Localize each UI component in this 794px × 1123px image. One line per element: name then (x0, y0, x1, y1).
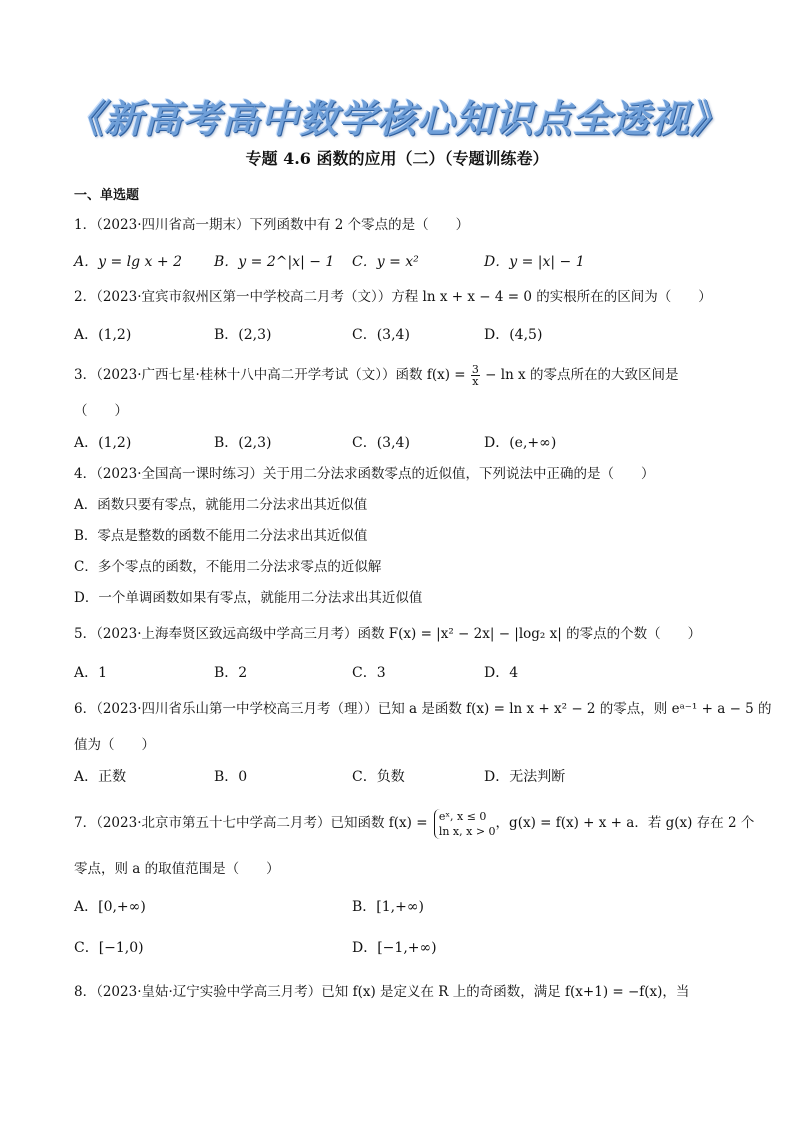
question-4-option-d: D．一个单调函数如果有零点，就能用二分法求出其近似值 (74, 590, 423, 606)
question-4-option-b: B．零点是整数的函数不能用二分法求出其近似值 (74, 528, 368, 544)
question-3-fraction (471, 364, 480, 387)
question-5-option-c: C．3 (352, 665, 386, 681)
question-7-piecewise (434, 809, 496, 839)
document-banner-title: 《新高考高中数学核心知识点全透视》 (65, 97, 729, 141)
question-4-option-c: C．多个零点的函数，不能用二分法求零点的近似解 (74, 559, 382, 575)
question-6-stem-line2: 值为（ ） (74, 737, 155, 753)
section-heading: 一、单选题 (74, 188, 140, 203)
question-7-option-b: B．[1,+∞) (352, 899, 424, 915)
question-3-fraction-numerator: 3 (471, 363, 479, 376)
question-1-stem: 1．（2023·四川省高一期末）下列函数中有 2 个零点的是（ ） (74, 217, 470, 233)
question-1-option-a: A．y = lg x + 2 (74, 254, 182, 270)
question-1-option-d: D．y = |x| − 1 (484, 254, 585, 270)
question-7-piece-top: eˣ, x ≤ 0 (438, 809, 487, 823)
question-6-stem: 6．（2023·四川省乐山第一中学校高三月考（理））已知 a 是函数 f(x) = ln x + x² − 2 的零点，则 eᵃ⁻¹ + a − 5 的 (74, 701, 772, 717)
question-5-option-d: D．4 (484, 665, 519, 681)
question-6-options (74, 766, 724, 788)
question-2-option-d: D．(4,5) (484, 327, 543, 343)
question-8-stem: 8．（2023·皇姑·辽宁实验中学高三月考）已知 f(x) 是定义在 R 上的奇函数，满足 f(x+1) = −f(x)，当 (74, 984, 690, 1000)
question-6-option-d: D．无法判断 (484, 769, 566, 785)
question-7-stem-line2: 零点，则 a 的取值范围是（ ） (74, 861, 280, 877)
question-3-options (74, 432, 724, 454)
question-2-option-b: B．(2,3) (214, 327, 272, 343)
question-2-stem: 2．（2023·宜宾市叙州区第一中学校高二月考（文））方程 ln x + x − 4 = 0 的实根所在的区间为（ ） (74, 289, 712, 305)
question-3-option-b: B．(2,3) (214, 435, 272, 451)
question-7-options-row1 (74, 896, 724, 918)
question-6-option-b: B．0 (214, 769, 248, 785)
question-3-option-d: D．(e,+∞) (484, 435, 557, 451)
question-1-option-b: B．y = 2^|x| − 1 (214, 254, 335, 270)
question-2-option-a: A．(1,2) (74, 327, 132, 343)
question-5-options (74, 662, 724, 684)
question-7-stem-before: 7．（2023·北京市第五十七中学高二月考）已知函数 f(x) = (74, 815, 432, 831)
question-5-option-a: A．1 (74, 665, 108, 681)
question-3-stem (74, 360, 724, 390)
question-7-option-c: C．[−1,0) (74, 940, 144, 956)
question-7-stem (74, 806, 755, 840)
question-2-option-c: C．(3,4) (352, 327, 410, 343)
question-6-option-a: A．正数 (74, 769, 127, 785)
question-7-option-a: A．[0,+∞) (74, 899, 146, 915)
question-5-option-b: B．2 (214, 665, 248, 681)
document-subtitle: 专题 4.6 函数的应用（二）（专题训练卷） (245, 149, 549, 168)
question-6-option-c: C．负数 (352, 769, 405, 785)
question-3-stem-before: 3．（2023·广西七星·桂林十八中高二开学考试（文））函数 f(x) = (74, 367, 470, 383)
question-3-stem-line2: （ ） (74, 403, 128, 419)
question-7-option-d: D．[−1,+∞) (352, 940, 437, 956)
question-7-options-row2 (74, 937, 724, 959)
question-5-stem: 5．（2023·上海奉贤区致远高级中学高三月考）函数 F(x) = |x² − 2x| − |log₂ x| 的零点的个数（ ） (74, 626, 702, 642)
question-3-stem-after: − ln x 的零点所在的大致区间是 (480, 367, 679, 383)
question-7-stem-after: ，g(x) = f(x) + x + a．若 g(x) 存在 2 个 (495, 815, 755, 831)
question-1-options (74, 251, 724, 273)
question-7-piece-bottom: ln x, x > 0 (438, 824, 496, 838)
question-3-fraction-denominator: x (472, 375, 479, 388)
question-4-option-a: A．函数只要有零点，就能用二分法求出其近似值 (74, 497, 368, 513)
question-4-stem: 4．（2023·全国高一课时练习）关于用二分法求函数零点的近似值，下列说法中正确的是（ ） (74, 466, 655, 482)
question-3-option-a: A．(1,2) (74, 435, 132, 451)
question-1-option-c: C．y = x² (352, 254, 419, 270)
question-2-options (74, 324, 724, 346)
question-3-option-c: C．(3,4) (352, 435, 410, 451)
